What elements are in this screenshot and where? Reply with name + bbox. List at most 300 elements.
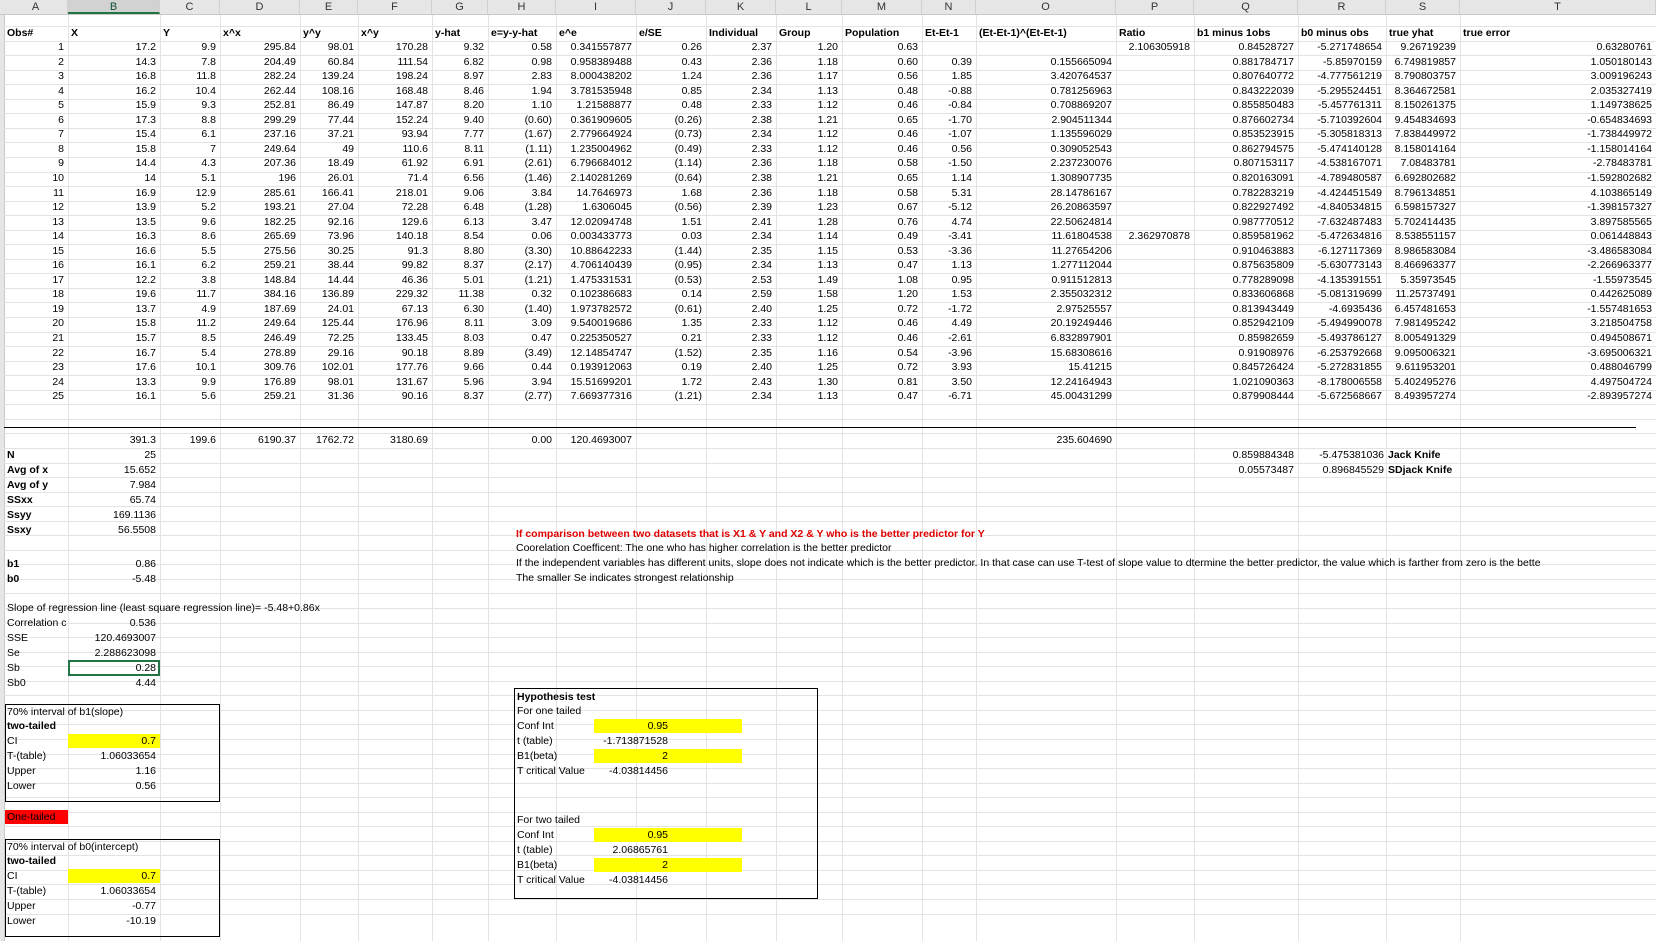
table-cell[interactable]: 9.095006321 (1394, 347, 1456, 359)
column-header-d[interactable]: D (220, 0, 300, 14)
column-header-o[interactable]: O (976, 0, 1116, 14)
table-cell[interactable]: 0.987770512 (1232, 216, 1294, 228)
table-cell[interactable]: 29.16 (327, 347, 354, 359)
ci_intercept-title[interactable]: 70% interval of b0(intercept) (7, 841, 139, 853)
table-cell[interactable]: 15.9 (135, 99, 156, 111)
ci_slope-label[interactable]: Lower (7, 780, 36, 792)
table-cell[interactable]: (0.64) (674, 172, 702, 184)
column-header-i[interactable]: I (556, 0, 636, 14)
table-cell[interactable]: 98.01 (327, 376, 354, 388)
table-cell[interactable]: 1.85 (951, 70, 972, 82)
table-cell[interactable]: -4.135391551 (1317, 274, 1382, 286)
table-cell[interactable]: 0.84528727 (1238, 41, 1294, 53)
table-cell[interactable]: 0.46 (897, 317, 918, 329)
table-cell[interactable]: 384.16 (263, 288, 296, 300)
table-cell[interactable]: 0.39 (951, 56, 972, 68)
header-cell[interactable]: b1 minus 1obs (1197, 27, 1271, 39)
table-cell[interactable]: 4.74 (951, 216, 972, 228)
table-cell[interactable]: -2.266963377 (1587, 259, 1652, 271)
header-cell[interactable]: e/SE (639, 27, 662, 39)
table-cell[interactable]: 6.30 (463, 303, 484, 315)
ci_slope-value[interactable]: 0.7 (141, 735, 156, 747)
table-cell[interactable]: 10.1 (195, 361, 216, 373)
table-cell[interactable]: 309.76 (263, 361, 296, 373)
table-cell[interactable]: 10.4 (195, 85, 216, 97)
table-cell[interactable]: 16.8 (135, 70, 156, 82)
table-cell[interactable]: (0.60) (524, 114, 552, 126)
table-cell[interactable]: 1.72 (681, 376, 702, 388)
one-tailed-title[interactable]: For one tailed (517, 705, 582, 717)
table-cell[interactable]: -5.272831855 (1317, 361, 1382, 373)
table-cell[interactable]: 0.21 (681, 332, 702, 344)
table-cell[interactable]: 12.2 (135, 274, 156, 286)
table-cell[interactable]: 15.68308616 (1050, 347, 1112, 359)
table-cell[interactable]: 0.47 (897, 259, 918, 271)
table-cell[interactable]: 140.18 (395, 230, 428, 242)
table-cell[interactable]: 0.102386683 (570, 288, 632, 300)
table-cell[interactable]: 1.68 (681, 187, 702, 199)
table-cell[interactable]: -5.630773143 (1317, 259, 1382, 271)
table-cell[interactable]: 1.51 (681, 216, 702, 228)
table-cell[interactable]: -4.6935436 (1328, 303, 1382, 315)
table-cell[interactable]: 168.48 (395, 85, 428, 97)
table-cell[interactable]: 5.35973545 (1400, 274, 1456, 286)
table-cell[interactable]: 2.38 (751, 114, 772, 126)
column-header-f[interactable]: F (358, 0, 432, 14)
table-cell[interactable]: 6.796684012 (570, 157, 632, 169)
table-cell[interactable]: -5.710392604 (1317, 114, 1382, 126)
table-cell[interactable]: 196 (278, 172, 296, 184)
table-cell[interactable]: 3.009196243 (1590, 70, 1652, 82)
table-cell[interactable]: 3.84 (531, 187, 552, 199)
table-cell[interactable]: 16.2 (135, 85, 156, 97)
table-cell[interactable]: 2.36 (751, 157, 772, 169)
table-cell[interactable]: 2.41 (751, 216, 772, 228)
table-cell[interactable]: 249.64 (263, 143, 296, 155)
table-cell[interactable]: 0.54 (897, 347, 918, 359)
table-cell[interactable]: 5.5 (201, 245, 216, 257)
table-cell[interactable]: (0.95) (674, 259, 702, 271)
table-cell[interactable]: 2.362970878 (1128, 230, 1190, 242)
table-cell[interactable]: 3.50 (951, 376, 972, 388)
table-cell[interactable]: 285.61 (263, 187, 296, 199)
table-cell[interactable]: 4.706140439 (570, 259, 632, 271)
table-cell[interactable]: 8.89 (463, 347, 484, 359)
table-cell[interactable]: 16.7 (135, 347, 156, 359)
table-cell[interactable]: 125.44 (321, 317, 354, 329)
table-cell[interactable]: 5 (58, 99, 64, 111)
column-header-a[interactable]: A (4, 0, 68, 14)
table-cell[interactable]: 15.7 (135, 332, 156, 344)
table-cell[interactable]: 92.16 (327, 216, 354, 228)
table-cell[interactable]: 1.050180143 (1590, 56, 1652, 68)
coef-label[interactable]: b1 (7, 558, 20, 570)
ci_intercept-value[interactable]: -0.77 (132, 900, 156, 912)
table-cell[interactable]: 1.18 (817, 187, 838, 199)
header-cell[interactable]: e^e (559, 27, 577, 39)
column-header-s[interactable]: S (1386, 0, 1460, 14)
table-cell[interactable]: -5.472634816 (1317, 230, 1382, 242)
table-cell[interactable]: -1.50 (948, 157, 972, 169)
table-cell[interactable]: 0.63 (897, 41, 918, 53)
regression-value[interactable]: 2.288623098 (94, 647, 156, 659)
table-cell[interactable]: 1.973782572 (570, 303, 632, 315)
table-cell[interactable]: 7.08483781 (1400, 157, 1456, 169)
table-cell[interactable]: -8.178006558 (1317, 376, 1382, 388)
table-cell[interactable]: 11.7 (196, 288, 216, 300)
jackknife-label[interactable]: Jack Knife (1388, 449, 1441, 461)
table-cell[interactable]: -5.081319699 (1317, 288, 1382, 300)
table-cell[interactable]: 16.1 (135, 259, 156, 271)
table-cell[interactable]: 249.64 (263, 317, 296, 329)
ci_intercept-value[interactable]: 0.7 (141, 870, 156, 882)
sd-jackknife-label[interactable]: SDjack Knife (1388, 464, 1453, 476)
table-cell[interactable]: -6.71 (948, 390, 972, 402)
table-cell[interactable]: 0.76 (897, 216, 918, 228)
table-cell[interactable]: 31.36 (327, 390, 354, 402)
hypothesis-value[interactable]: 0.95 (647, 720, 668, 732)
table-cell[interactable]: 1.10 (531, 99, 552, 111)
table-cell[interactable]: 0.341557877 (570, 41, 632, 53)
table-cell[interactable]: 8.790803757 (1394, 70, 1456, 82)
table-cell[interactable]: 8.37 (463, 390, 484, 402)
table-cell[interactable]: -3.486583084 (1587, 245, 1652, 257)
table-cell[interactable]: 7.669377316 (570, 390, 632, 402)
table-cell[interactable]: 139.24 (321, 70, 354, 82)
table-cell[interactable]: -5.493786127 (1317, 332, 1382, 344)
table-cell[interactable]: 282.24 (263, 70, 296, 82)
table-cell[interactable]: 6.457481653 (1394, 303, 1456, 315)
table-cell[interactable]: 2.35 (751, 245, 772, 257)
table-cell[interactable]: -4.777561219 (1317, 70, 1382, 82)
table-cell[interactable]: 252.81 (263, 99, 296, 111)
header-cell[interactable]: e=y-y-hat (491, 27, 538, 39)
table-cell[interactable]: 2.33 (751, 99, 772, 111)
table-cell[interactable]: 26.01 (327, 172, 354, 184)
table-cell[interactable]: 1.12 (817, 143, 838, 155)
table-cell[interactable]: 4.497504724 (1590, 376, 1652, 388)
ci_slope-label[interactable]: T-(table) (7, 750, 47, 762)
table-cell[interactable]: 176.96 (395, 317, 428, 329)
table-cell[interactable]: 4.49 (951, 317, 972, 329)
table-cell[interactable]: 9.540019686 (570, 317, 632, 329)
column-header-c[interactable]: C (160, 0, 220, 14)
table-cell[interactable]: 6.692802682 (1394, 172, 1456, 184)
table-cell[interactable]: 1.475331531 (570, 274, 632, 286)
hypothesis-label[interactable]: B1(beta) (517, 859, 558, 871)
ci_intercept-label[interactable]: CI (7, 870, 18, 882)
table-cell[interactable]: 20 (52, 317, 64, 329)
table-cell[interactable]: 9.611953201 (1395, 361, 1456, 373)
table-cell[interactable]: 8.11 (464, 143, 484, 155)
regression-value[interactable]: 0.536 (129, 617, 156, 629)
table-cell[interactable]: 11.8 (196, 70, 216, 82)
table-cell[interactable]: 136.89 (321, 288, 354, 300)
table-cell[interactable]: 8.6 (201, 230, 216, 242)
table-cell[interactable]: 17.3 (135, 114, 156, 126)
table-cell[interactable]: 2.37 (751, 41, 772, 53)
table-cell[interactable]: 246.49 (263, 332, 296, 344)
table-cell[interactable]: (1.11) (525, 143, 552, 155)
table-cell[interactable]: (1.21) (674, 390, 702, 402)
table-cell[interactable]: 8.46 (463, 85, 484, 97)
ci_slope-title[interactable]: 70% interval of b1(slope) (7, 706, 124, 718)
table-cell[interactable]: 3.781535948 (570, 85, 632, 97)
table-cell[interactable]: 0.442625089 (1590, 288, 1652, 300)
sd-jackknife-b0[interactable]: 0.896845529 (1322, 464, 1384, 476)
table-cell[interactable]: 2.904511344 (1051, 114, 1112, 126)
table-cell[interactable]: 6 (58, 114, 64, 126)
table-cell[interactable]: 0.855850483 (1232, 99, 1294, 111)
table-cell[interactable]: 7.981495242 (1394, 317, 1456, 329)
jackknife-b1[interactable]: 0.859884348 (1232, 449, 1294, 461)
table-cell[interactable]: 6.13 (463, 216, 484, 228)
table-cell[interactable]: 111.54 (397, 56, 428, 68)
table-cell[interactable]: 8.03 (463, 332, 484, 344)
table-cell[interactable]: 7.838449972 (1394, 128, 1456, 140)
table-cell[interactable]: -5.494990078 (1317, 317, 1382, 329)
table-cell[interactable]: 13.5 (135, 216, 156, 228)
table-cell[interactable]: 23 (52, 361, 64, 373)
table-cell[interactable]: 187.69 (263, 303, 296, 315)
table-cell[interactable]: 2.140281269 (570, 172, 632, 184)
stat-label[interactable]: Ssxy (7, 524, 32, 536)
table-cell[interactable]: 2.59 (751, 288, 772, 300)
table-cell[interactable]: 3.897585565 (1590, 216, 1652, 228)
table-cell[interactable]: 2.97525557 (1056, 303, 1112, 315)
table-cell[interactable]: 8 (58, 143, 64, 155)
table-cell[interactable]: 5.702414435 (1394, 216, 1456, 228)
table-cell[interactable]: 1.21 (817, 172, 838, 184)
table-cell[interactable]: 8.8 (201, 114, 216, 126)
table-cell[interactable]: 0.14 (681, 288, 702, 300)
table-cell[interactable]: 3.420764537 (1050, 70, 1112, 82)
table-cell[interactable]: 7.8 (201, 56, 216, 68)
table-cell[interactable]: 275.56 (263, 245, 296, 257)
table-cell[interactable]: 0.48 (897, 85, 918, 97)
table-cell[interactable]: 18.49 (327, 157, 354, 169)
table-cell[interactable]: 1.021090363 (1232, 376, 1294, 388)
note-line[interactable]: Coorelation Coefficent: The one who has higher correlation is the better predictor (516, 542, 892, 554)
table-cell[interactable]: 98.01 (327, 41, 354, 53)
table-cell[interactable]: 2.34 (751, 390, 772, 402)
table-cell[interactable]: 71.4 (407, 172, 428, 184)
table-cell[interactable]: 1.49 (817, 274, 838, 286)
stat-value[interactable]: 7.984 (129, 479, 156, 491)
table-cell[interactable]: 11.38 (458, 288, 484, 300)
table-cell[interactable]: 67.13 (401, 303, 428, 315)
header-cell[interactable]: y^y (303, 27, 321, 39)
column-header-r[interactable]: R (1298, 0, 1386, 14)
header-cell[interactable]: x^x (223, 27, 241, 39)
table-cell[interactable]: 8.80 (463, 245, 484, 257)
table-cell[interactable]: 9.6 (201, 216, 216, 228)
table-cell[interactable]: 2.34 (751, 259, 772, 271)
table-cell[interactable]: 12.14854747 (570, 347, 632, 359)
table-cell[interactable]: 2.355032312 (1050, 288, 1112, 300)
table-cell[interactable]: 1.6306045 (582, 201, 632, 213)
header-cell[interactable]: b0 minus obs (1301, 27, 1369, 39)
hypothesis-label[interactable]: Conf Int (517, 720, 554, 732)
hypothesis-value[interactable]: 2 (662, 859, 668, 871)
header-cell[interactable]: Et-Et-1 (925, 27, 959, 39)
table-cell[interactable]: 1.12 (817, 99, 838, 111)
table-cell[interactable]: 9.9 (201, 41, 216, 53)
ci_slope-value[interactable]: 1.06033654 (100, 750, 156, 762)
table-cell[interactable]: 0.778289098 (1232, 274, 1294, 286)
total-cell[interactable]: 391.3 (129, 434, 156, 446)
table-cell[interactable]: 4.3 (201, 157, 216, 169)
table-cell[interactable]: 14 (144, 172, 156, 184)
table-cell[interactable]: 37.21 (327, 128, 354, 140)
table-cell[interactable]: 6.1 (201, 128, 216, 140)
table-cell[interactable]: 229.32 (395, 288, 428, 300)
table-cell[interactable]: 30.25 (327, 245, 354, 257)
table-cell[interactable]: 11.61804538 (1051, 230, 1112, 242)
table-cell[interactable]: 299.29 (263, 114, 296, 126)
table-cell[interactable]: 0.65 (897, 114, 918, 126)
table-cell[interactable]: 148.84 (263, 274, 296, 286)
table-cell[interactable]: 0.361909605 (570, 114, 632, 126)
table-cell[interactable]: 1.28 (817, 216, 838, 228)
table-cell[interactable]: 1.30 (817, 376, 838, 388)
table-cell[interactable]: -4.424451549 (1317, 187, 1382, 199)
table-cell[interactable]: 204.49 (263, 56, 296, 68)
table-cell[interactable]: 9.66 (463, 361, 484, 373)
table-cell[interactable]: 16.3 (135, 230, 156, 242)
table-cell[interactable]: 22 (52, 347, 64, 359)
table-cell[interactable]: 72.25 (327, 332, 354, 344)
table-cell[interactable]: 77.44 (327, 114, 354, 126)
ci_intercept-subtitle[interactable]: two-tailed (7, 855, 56, 867)
hypothesis-value[interactable]: -4.03814456 (609, 874, 668, 886)
ci_slope-subtitle[interactable]: two-tailed (7, 720, 56, 732)
table-cell[interactable]: 2.33 (751, 143, 772, 155)
table-cell[interactable]: 0.820163091 (1232, 172, 1294, 184)
table-cell[interactable]: 49 (342, 143, 354, 155)
table-cell[interactable]: 12 (52, 201, 64, 213)
table-cell[interactable]: 26.20863597 (1050, 201, 1112, 213)
table-cell[interactable]: 0.48 (681, 99, 702, 111)
table-cell[interactable]: 8.466963377 (1394, 259, 1456, 271)
coef-label[interactable]: b0 (7, 573, 20, 585)
note-line[interactable]: The smaller Se indicates strongest relationship (516, 572, 734, 584)
table-cell[interactable]: 8.000438202 (570, 70, 632, 82)
coef-value[interactable]: -5.48 (132, 573, 156, 585)
table-cell[interactable]: 1.17 (817, 70, 838, 82)
table-cell[interactable]: 18 (52, 288, 64, 300)
table-cell[interactable]: 16.9 (135, 187, 156, 199)
table-cell[interactable]: 38.44 (327, 259, 354, 271)
table-cell[interactable]: 6.48 (463, 201, 484, 213)
table-cell[interactable]: 1.235004962 (570, 143, 632, 155)
table-cell[interactable]: 2.38 (751, 172, 772, 184)
table-cell[interactable]: 1.13 (817, 259, 838, 271)
table-cell[interactable]: 0.46 (897, 332, 918, 344)
table-cell[interactable]: 0.875635809 (1232, 259, 1294, 271)
table-cell[interactable]: 0.60 (897, 56, 918, 68)
table-cell[interactable]: 0.708869207 (1050, 99, 1112, 111)
table-cell[interactable]: 0.46 (897, 128, 918, 140)
table-cell[interactable]: 1.94 (531, 85, 552, 97)
table-cell[interactable]: 1.18 (817, 56, 838, 68)
table-cell[interactable]: -5.474140128 (1317, 143, 1382, 155)
table-cell[interactable]: 1.149738625 (1590, 99, 1652, 111)
table-cell[interactable]: 2.39 (751, 201, 772, 213)
table-cell[interactable]: 237.16 (263, 128, 296, 140)
stat-value[interactable]: 15.652 (123, 464, 156, 476)
header-cell[interactable]: Obs# (7, 27, 34, 39)
table-cell[interactable]: 6.749819857 (1394, 56, 1456, 68)
table-cell[interactable]: 2.33 (751, 317, 772, 329)
table-cell[interactable]: 0.46 (897, 143, 918, 155)
table-cell[interactable]: -5.295524451 (1317, 85, 1382, 97)
table-cell[interactable]: 1.18 (817, 157, 838, 169)
table-cell[interactable]: 2.779664924 (570, 128, 632, 140)
table-cell[interactable]: 5.6 (201, 390, 216, 402)
table-cell[interactable]: 0.782283219 (1232, 187, 1294, 199)
hypothesis-title[interactable]: Hypothesis test (517, 691, 596, 703)
ci_slope-label[interactable]: Upper (7, 765, 36, 777)
table-cell[interactable]: 3.93 (951, 361, 972, 373)
table-cell[interactable]: 5.402495276 (1394, 376, 1456, 388)
total-cell[interactable]: 6190.37 (258, 434, 296, 446)
table-cell[interactable]: 177.76 (395, 361, 428, 373)
regression-label[interactable]: SSE (7, 632, 29, 644)
table-cell[interactable]: -1.158014164 (1587, 143, 1652, 155)
table-cell[interactable]: -2.893957274 (1587, 390, 1652, 402)
column-header-q[interactable]: Q (1194, 0, 1298, 14)
table-cell[interactable]: 46.36 (401, 274, 428, 286)
table-cell[interactable]: 259.21 (263, 259, 296, 271)
header-cell[interactable]: x^y (361, 27, 379, 39)
table-cell[interactable]: 0.876602734 (1232, 114, 1294, 126)
table-cell[interactable]: 2.40 (751, 361, 772, 373)
table-cell[interactable]: 6.91 (463, 157, 484, 169)
column-header-h[interactable]: H (488, 0, 556, 14)
table-cell[interactable]: 0.19 (681, 361, 702, 373)
ci_intercept-label[interactable]: Upper (7, 900, 36, 912)
table-cell[interactable]: 218.01 (395, 187, 428, 199)
table-cell[interactable]: 3.94 (531, 376, 552, 388)
table-cell[interactable]: 2.43 (751, 376, 772, 388)
table-cell[interactable]: 15.4 (135, 128, 156, 140)
table-cell[interactable]: 259.21 (263, 390, 296, 402)
table-cell[interactable]: (1.44) (674, 245, 702, 257)
regression-label[interactable]: Correlation c (7, 617, 67, 629)
table-cell[interactable]: 1.23 (817, 201, 838, 213)
table-cell[interactable]: 0.56 (897, 70, 918, 82)
table-cell[interactable]: 2.83 (531, 70, 552, 82)
table-cell[interactable]: 8.54 (463, 230, 484, 242)
table-cell[interactable]: 0.807640772 (1232, 70, 1294, 82)
header-cell[interactable]: Population (845, 27, 900, 39)
ci_intercept-label[interactable]: Lower (7, 915, 36, 927)
table-cell[interactable]: 170.28 (395, 41, 428, 53)
table-cell[interactable]: 8.005491329 (1394, 332, 1456, 344)
table-cell[interactable]: 11.27654206 (1051, 245, 1112, 257)
stat-value[interactable]: 65.74 (129, 494, 156, 506)
table-cell[interactable]: 8.493957274 (1394, 390, 1456, 402)
regression-value[interactable]: 4.44 (135, 677, 156, 689)
table-cell[interactable]: 86.49 (327, 99, 354, 111)
sd-jackknife-b1[interactable]: 0.05573487 (1238, 464, 1294, 476)
table-cell[interactable]: -3.96 (948, 347, 972, 359)
table-cell[interactable]: 2.33 (751, 332, 772, 344)
table-cell[interactable]: 20.19249446 (1050, 317, 1112, 329)
table-cell[interactable]: 0.859581962 (1232, 230, 1294, 242)
stat-label[interactable]: Ssyy (7, 509, 32, 521)
